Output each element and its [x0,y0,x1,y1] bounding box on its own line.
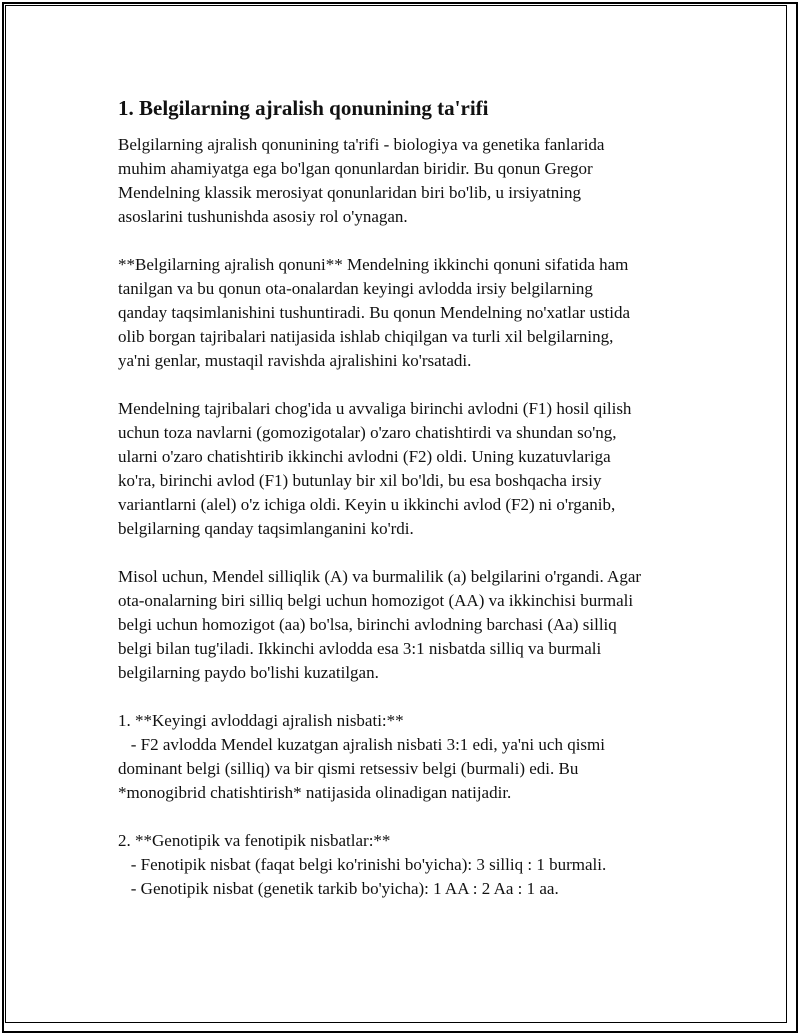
text-line: Mendelning klassik merosiyat qonunlaridan biri bo'lib, u irsiyatning [118,183,581,202]
text-line: variantlarni (alel) o'z ichiga oldi. Keyin u ikkinchi avlod (F2) ni o'rganib, [118,495,616,514]
text-line: dominant belgi (silliq) va bir qismi retsessiv belgi (burmali) edi. Bu [118,759,579,778]
paragraph-gap [118,373,698,397]
document-body [118,93,698,901]
text-line: Misol uchun, Mendel silliqlik (A) va burmalilik (a) belgilarini o'rgandi. Agar [118,567,642,586]
paragraph [118,829,698,901]
paragraph [118,253,698,373]
text-line: - Fenotipik nisbat (faqat belgi ko'rinishi bo'yicha): 3 silliq : 1 burmali. [118,855,607,874]
text-line: **Belgilarning ajralish qonuni** Mendelning ikkinchi qonuni sifatida ham [118,255,629,274]
text-line: qanday taqsimlanishini tushuntiradi. Bu qonun Mendelning no'xatlar ustida [118,303,631,322]
text-line: asoslarini tushunishda asosiy rol o'ynagan. [118,207,408,226]
text-line: ya'ni genlar, mustaqil ravishda ajralishini ko'rsatadi. [118,351,472,370]
paragraph-container [118,133,698,901]
text-line: *monogibrid chatishtirish* natijasida olinadigan natijadir. [118,783,512,802]
paragraph-gap [118,685,698,709]
paragraph [118,709,698,805]
text-line: belgi uchun homozigot (aa) bo'lsa, birinchi avlodning barchasi (Aa) silliq [118,615,617,634]
paragraph-gap [118,541,698,565]
text-line: belgilarning qanday taqsimlanganini ko'rdi. [118,519,414,538]
text-line: 2. **Genotipik va fenotipik nisbatlar:** [118,831,391,850]
text-line: ko'ra, birinchi avlod (F1) butunlay bir xil bo'ldi, bu esa boshqacha irsiy [118,471,602,490]
section-heading: 1. Belgilarning ajralish qonunining ta'rifi [118,96,489,120]
text-line: belgilarning paydo bo'lishi kuzatilgan. [118,663,379,682]
paragraph [118,133,698,229]
text-line: olib borgan tajribalari natijasida ishlab chiqilgan va turli xil belgilarning, [118,327,614,346]
text-line: uchun toza navlarni (gomozigotalar) o'zaro chatishtirdi va shundan so'ng, [118,423,617,442]
text-line: Mendelning tajribalari chog'ida u avvaliga birinchi avlodni (F1) hosil qilish [118,399,632,418]
paragraph-gap [118,229,698,253]
text-line: belgi bilan tug'iladi. Ikkinchi avlodda esa 3:1 nisbatda silliq va burmali [118,639,602,658]
text-line: Belgilarning ajralish qonunining ta'rifi - biologiya va genetika fanlarida [118,135,605,154]
text-line: - F2 avlodda Mendel kuzatgan ajralish nisbati 3:1 edi, ya'ni uch qismi [118,735,605,754]
paragraph-gap [118,805,698,829]
paragraph [118,565,698,685]
text-line: - Genotipik nisbat (genetik tarkib bo'yicha): 1 AA : 2 Aa : 1 aa. [118,879,559,898]
paragraph [118,397,698,541]
text-line: tanilgan va bu qonun ota-onalardan keyingi avlodda irsiy belgilarning [118,279,593,298]
text-line: muhim ahamiyatga ega bo'lgan qonunlardan biridir. Bu qonun Gregor [118,159,593,178]
text-line: ota-onalarning biri silliq belgi uchun homozigot (AA) va ikkinchisi burmali [118,591,634,610]
text-line: 1. **Keyingi avloddagi ajralish nisbati:** [118,711,404,730]
text-line: ularni o'zaro chatishtirib ikkinchi avlodni (F2) oldi. Uning kuzatuvlariga [118,447,611,466]
